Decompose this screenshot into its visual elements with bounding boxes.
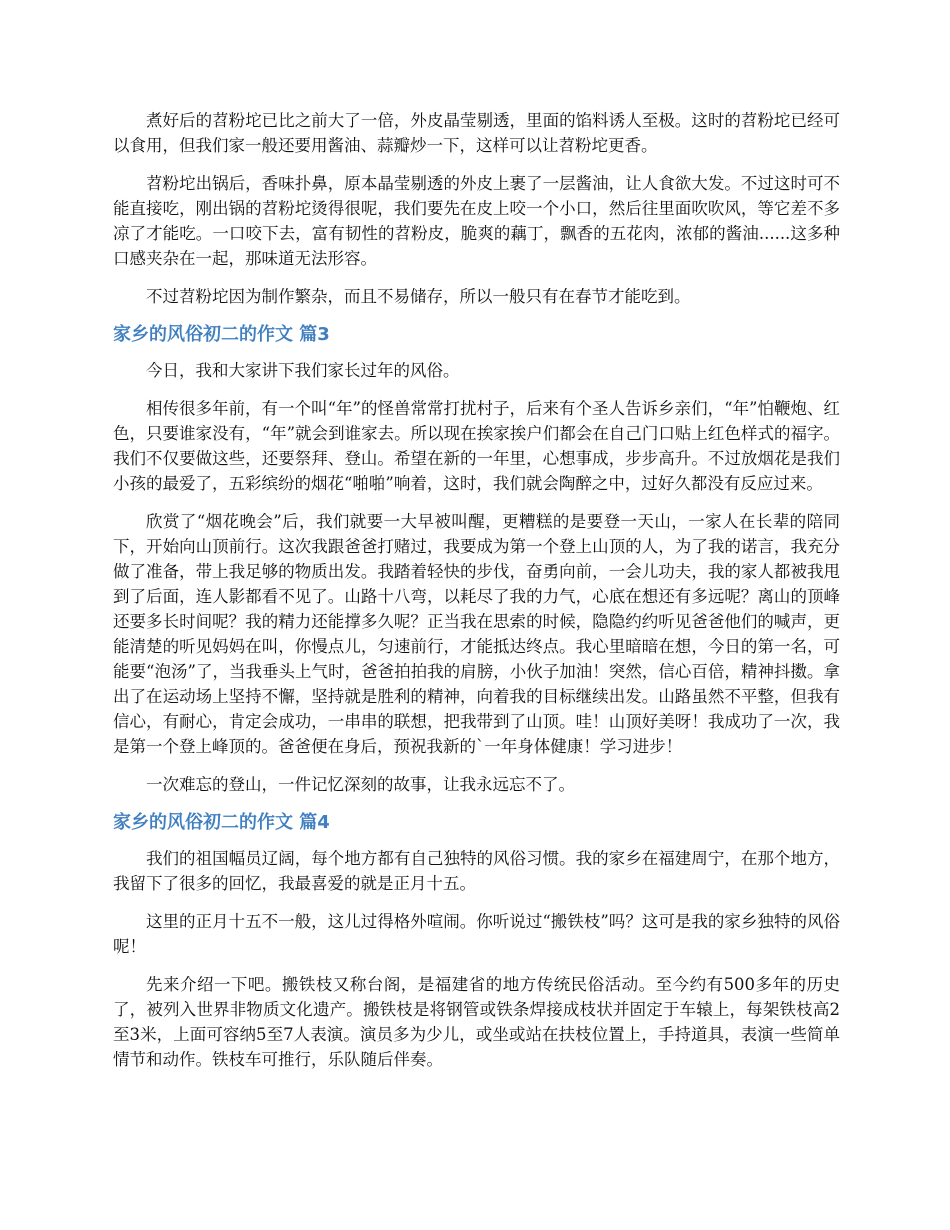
paragraph: 相传很多年前，有一个叫“年”的怪兽常常打扰村子，后来有个圣人告诉乡亲们，“年”怕鞭炮、红色，只要谁家没有，“年”就会到谁家去。所以现在挨家挨户们都会在自己门口贴上红色样式的福字。我们不仅要做这些，还要祭拜、登山。希望在新的一年里，心想事成，步步高升。不过放烟花是我们小孩的最爱了，五彩缤纷的烟花“啪啪”响着，这时，我们就会陶醉之中，过好久都没有反应过来。 [113, 399, 840, 493]
paragraph: 这里的正月十五不一般，这儿过得格外喧闹。你听说过“搬铁枝”吗？这可是我的家乡独特的风俗呢！ [113, 912, 840, 956]
section-heading-4: 家乡的风俗初二的作文 篇4 [113, 812, 330, 833]
paragraph: 苕粉坨出锅后，香味扑鼻，原本晶莹剔透的外皮上裹了一层酱油，让人食欲大发。不过这时可不能直接吃，刚出锅的苕粉坨烫得很呢，我们要先在皮上咬一个小口，然后往里面吹吹风，等它差不多凉了才能吃。一口咬下去，富有韧性的苕粉皮，脆爽的藕丁，飘香的五花肉，浓郁的酱油......这多种口感夹杂在一起，那味道无法形容。 [113, 174, 840, 268]
paragraph: 今日，我和大家讲下我们家长过年的风俗。 [146, 361, 460, 380]
paragraph: 煮好后的苕粉坨已比之前大了一倍，外皮晶莹剔透，里面的馅料诱人至极。这时的苕粉坨已经可以食用，但我们家一般还要用酱油、蒜瓣炒一下，这样可以让苕粉坨更香。 [113, 111, 840, 155]
section-heading-3: 家乡的风俗初二的作文 篇3 [113, 324, 330, 345]
paragraph: 我们的祖国幅员辽阔，每个地方都有自己独特的风俗习惯。我的家乡在福建周宁，在那个地方，我留下了很多的回忆，我最喜爱的就是正月十五。 [113, 849, 840, 893]
paragraph: 先来介绍一下吧。搬铁枝又称台阁，是福建省的地方传统民俗活动。至今约有500多年的历史了，被列入世界非物质文化遗产。搬铁枝是将钢管或铁条焊接成枝状并固定于车辕上，每架铁枝高2至3米，上面可容纳5至7人表演。演员多为少儿，或坐或站在扶枝位置上，手持道具，表演一些简单情节和动作。铁枝车可推行，乐队随后伴奏。 [113, 975, 840, 1069]
paragraph: 欣赏了“烟花晚会”后，我们就要一大早被叫醒，更糟糕的是要登一天山，一家人在长辈的陪同下，开始向山顶前行。这次我跟爸爸打赌过，我要成为第一个登上山顶的人，为了我的诺言，我充分做了准备，带上我足够的物质出发。我踏着轻快的步伐，奋勇向前，一会儿功夫，我的家人都被我甩到了后面，连人影都看不见了。山路十八弯，以耗尽了我的力气，心底在想还有多远呢？离山的顶峰还要多长时间呢？我的精力还能撑多久呢？正当我在思索的时候，隐隐约约听见爸爸他们的喊声，更能清楚的听见妈妈在叫，你慢点儿，匀速前行，才能抵达终点。我心里暗暗在想，今日的第一名，可能要“泡汤”了，当我垂头上气时，爸爸拍拍我的肩膀，小伙子加油！突然，信心百倍，精神抖擞。拿出了在运动场上坚持不懈，坚持就是胜利的精神，向着我的目标继续出发。山路虽然不平整，但我有信心，有耐心，肯定会成功，一串串的联想，把我带到了山顶。哇！山顶好美呀！我成功了一次，我是第一个登上峰顶的。爸爸便在身后，预祝我新的`一年身体健康！学习进步！ [113, 512, 840, 756]
document-body [113, 108, 840, 1085]
paragraph: 不过苕粉坨因为制作繁杂，而且不易储存，所以一般只有在春节才能吃到。 [146, 287, 691, 306]
paragraph: 一次难忘的登山，一件记忆深刻的故事，让我永远忘不了。 [146, 775, 575, 794]
